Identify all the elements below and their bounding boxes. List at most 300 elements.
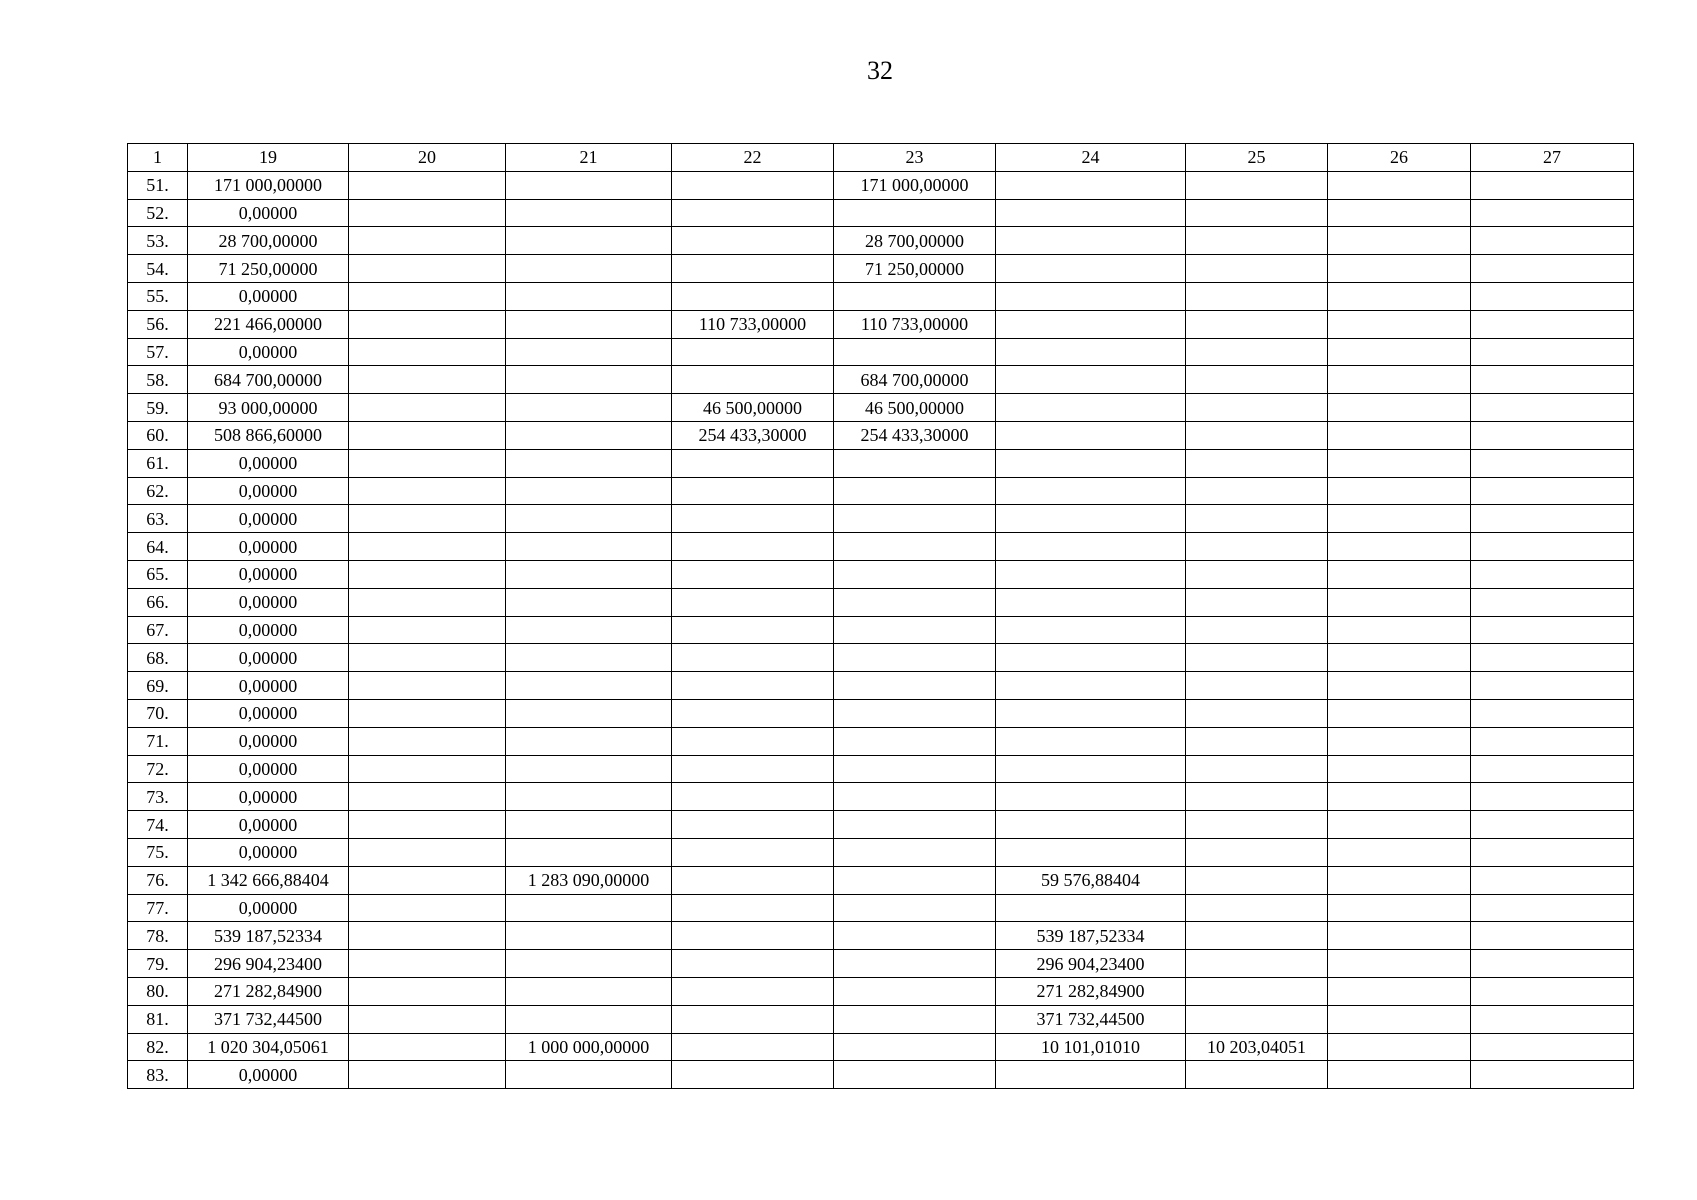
table-cell (996, 282, 1186, 310)
table-cell (834, 672, 996, 700)
table-cell (349, 477, 506, 505)
table-cell: 0,00000 (188, 811, 349, 839)
table-cell (834, 533, 996, 561)
table-cell (1471, 866, 1634, 894)
table-cell (1328, 838, 1471, 866)
row-number-cell: 64. (128, 533, 188, 561)
table-row (128, 199, 1634, 227)
table-cell: 539 187,52334 (996, 922, 1186, 950)
table-cell (672, 449, 834, 477)
table-cell (349, 699, 506, 727)
table-cell (672, 1005, 834, 1033)
table-cell (1471, 783, 1634, 811)
table-row (128, 394, 1634, 422)
row-number-cell: 80. (128, 977, 188, 1005)
table-cell (506, 421, 672, 449)
row-number-cell: 81. (128, 1005, 188, 1033)
table-cell (834, 922, 996, 950)
table-cell: 0,00000 (188, 533, 349, 561)
table-cell (1186, 950, 1328, 978)
table-cell (506, 199, 672, 227)
table-cell (996, 727, 1186, 755)
table-cell (1186, 616, 1328, 644)
table-cell (1471, 421, 1634, 449)
table-cell (506, 1005, 672, 1033)
row-number-cell: 73. (128, 783, 188, 811)
table-cell (1328, 950, 1471, 978)
row-number-cell: 74. (128, 811, 188, 839)
table-cell (834, 783, 996, 811)
table-cell: 371 732,44500 (188, 1005, 349, 1033)
table-cell (1471, 644, 1634, 672)
table-cell (506, 449, 672, 477)
table-cell (506, 533, 672, 561)
table-cell: 71 250,00000 (188, 255, 349, 283)
table-cell (1328, 616, 1471, 644)
table-cell (1328, 672, 1471, 700)
table-cell (1471, 922, 1634, 950)
table-cell (349, 1005, 506, 1033)
table-cell (1186, 171, 1328, 199)
table-row (128, 755, 1634, 783)
table-cell: 254 433,30000 (672, 421, 834, 449)
table-cell (996, 1061, 1186, 1089)
header-cell: 23 (834, 144, 996, 172)
table-cell (1328, 560, 1471, 588)
table-cell (349, 533, 506, 561)
table-cell: 371 732,44500 (996, 1005, 1186, 1033)
table-row (128, 560, 1634, 588)
table-cell (506, 394, 672, 422)
table-row (128, 477, 1634, 505)
table-cell (1471, 699, 1634, 727)
table-cell (349, 783, 506, 811)
table-cell (672, 505, 834, 533)
table-cell (506, 477, 672, 505)
table-cell: 0,00000 (188, 616, 349, 644)
row-number-cell: 68. (128, 644, 188, 672)
table-cell (1471, 1061, 1634, 1089)
table-cell (996, 560, 1186, 588)
table-cell (1471, 616, 1634, 644)
table-cell (996, 699, 1186, 727)
table-cell (1186, 894, 1328, 922)
table-cell (1328, 421, 1471, 449)
table-cell (349, 894, 506, 922)
table-cell (1328, 977, 1471, 1005)
table-cell (1471, 755, 1634, 783)
row-number-cell: 52. (128, 199, 188, 227)
row-number-cell: 60. (128, 421, 188, 449)
row-number-cell: 69. (128, 672, 188, 700)
table-cell: 0,00000 (188, 644, 349, 672)
table-cell (506, 672, 672, 700)
table-cell (834, 811, 996, 839)
table-cell: 0,00000 (188, 199, 349, 227)
table-cell (506, 950, 672, 978)
table-cell (349, 755, 506, 783)
row-number-cell: 59. (128, 394, 188, 422)
table-cell (349, 505, 506, 533)
table-cell (1471, 588, 1634, 616)
table-cell (672, 1061, 834, 1089)
table-cell: 0,00000 (188, 755, 349, 783)
table-cell (506, 699, 672, 727)
table-cell (834, 560, 996, 588)
table-cell (506, 727, 672, 755)
table-cell (996, 421, 1186, 449)
table-row (128, 922, 1634, 950)
table-cell (672, 672, 834, 700)
table-cell (1328, 282, 1471, 310)
row-number-cell: 53. (128, 227, 188, 255)
table-cell (1471, 811, 1634, 839)
table-cell: 684 700,00000 (188, 366, 349, 394)
table-cell (349, 838, 506, 866)
table-cell (349, 1061, 506, 1089)
table-row (128, 366, 1634, 394)
table-row (128, 1061, 1634, 1089)
table-cell (1186, 282, 1328, 310)
row-number-cell: 72. (128, 755, 188, 783)
table-cell: 0,00000 (188, 1061, 349, 1089)
table-cell (349, 421, 506, 449)
table-cell: 110 733,00000 (834, 310, 996, 338)
header-cell: 24 (996, 144, 1186, 172)
table-cell (1186, 338, 1328, 366)
table-cell (506, 811, 672, 839)
table-cell (1328, 866, 1471, 894)
table-cell: 0,00000 (188, 560, 349, 588)
table-cell (834, 1061, 996, 1089)
header-cell: 19 (188, 144, 349, 172)
table-cell (672, 755, 834, 783)
table-cell (1471, 394, 1634, 422)
table-cell (1328, 394, 1471, 422)
table-cell (1471, 1033, 1634, 1061)
table-cell (349, 255, 506, 283)
row-number-cell: 71. (128, 727, 188, 755)
table-cell (506, 366, 672, 394)
table-cell: 1 020 304,05061 (188, 1033, 349, 1061)
table-cell: 0,00000 (188, 338, 349, 366)
table-cell (506, 644, 672, 672)
table-cell (1328, 449, 1471, 477)
table-cell (1328, 1005, 1471, 1033)
table-cell (996, 616, 1186, 644)
row-number-cell: 70. (128, 699, 188, 727)
table-cell (1328, 227, 1471, 255)
table-cell: 0,00000 (188, 505, 349, 533)
table-cell (1471, 838, 1634, 866)
table-cell (834, 866, 996, 894)
table-cell: 0,00000 (188, 672, 349, 700)
table-row (128, 171, 1634, 199)
table-cell (1328, 588, 1471, 616)
table-row (128, 282, 1634, 310)
table-cell (1186, 366, 1328, 394)
table-row (128, 1033, 1634, 1061)
table-cell (1186, 449, 1328, 477)
table-row (128, 950, 1634, 978)
table-cell (834, 505, 996, 533)
table-cell: 296 904,23400 (996, 950, 1186, 978)
table-cell (506, 1061, 672, 1089)
table-cell (672, 255, 834, 283)
table-cell: 296 904,23400 (188, 950, 349, 978)
table-row (128, 866, 1634, 894)
table-cell (506, 922, 672, 950)
table-row (128, 811, 1634, 839)
table-cell (1186, 922, 1328, 950)
table-cell (506, 171, 672, 199)
table-cell (996, 227, 1186, 255)
table-cell (349, 449, 506, 477)
table-cell (996, 199, 1186, 227)
table-cell (349, 727, 506, 755)
row-number-cell: 82. (128, 1033, 188, 1061)
table-cell: 0,00000 (188, 588, 349, 616)
table-cell (349, 560, 506, 588)
table-cell (1186, 394, 1328, 422)
table-cell (506, 755, 672, 783)
row-number-cell: 51. (128, 171, 188, 199)
table-cell: 28 700,00000 (188, 227, 349, 255)
table-cell (1328, 477, 1471, 505)
table-cell (349, 644, 506, 672)
table-cell (672, 199, 834, 227)
table-row (128, 838, 1634, 866)
table-cell (506, 310, 672, 338)
row-number-cell: 55. (128, 282, 188, 310)
table-cell (1328, 1061, 1471, 1089)
table-row (128, 672, 1634, 700)
row-number-cell: 63. (128, 505, 188, 533)
table-row (128, 505, 1634, 533)
header-cell: 27 (1471, 144, 1634, 172)
table-cell (1186, 838, 1328, 866)
table-cell: 171 000,00000 (188, 171, 349, 199)
table-cell (834, 838, 996, 866)
table-cell (672, 560, 834, 588)
table-cell (1328, 644, 1471, 672)
row-number-cell: 78. (128, 922, 188, 950)
table-cell (1471, 894, 1634, 922)
table-cell (1471, 1005, 1634, 1033)
table-row (128, 227, 1634, 255)
table-cell (506, 227, 672, 255)
table-cell: 684 700,00000 (834, 366, 996, 394)
table-cell (672, 811, 834, 839)
table-cell (996, 838, 1186, 866)
table-cell (834, 1033, 996, 1061)
table-cell (506, 505, 672, 533)
table-cell (1186, 227, 1328, 255)
table-row (128, 644, 1634, 672)
table-row (128, 255, 1634, 283)
table-cell (834, 616, 996, 644)
table-cell (834, 644, 996, 672)
table-cell (1328, 199, 1471, 227)
table-cell (1186, 421, 1328, 449)
table-cell (996, 783, 1186, 811)
table-cell (1186, 1005, 1328, 1033)
table-cell: 59 576,88404 (996, 866, 1186, 894)
table-cell (672, 894, 834, 922)
table-row (128, 310, 1634, 338)
row-number-cell: 65. (128, 560, 188, 588)
table-cell (506, 282, 672, 310)
table-row (128, 588, 1634, 616)
table-row (128, 894, 1634, 922)
table-cell (1471, 199, 1634, 227)
table-cell (672, 838, 834, 866)
table-cell (834, 727, 996, 755)
table-cell: 1 342 666,88404 (188, 866, 349, 894)
table-cell: 539 187,52334 (188, 922, 349, 950)
table-cell (1471, 449, 1634, 477)
table-row (128, 727, 1634, 755)
table-cell (672, 1033, 834, 1061)
table-cell (1328, 699, 1471, 727)
table-cell (349, 922, 506, 950)
table-cell (672, 171, 834, 199)
table-cell (349, 616, 506, 644)
table-cell (1471, 560, 1634, 588)
table-cell: 71 250,00000 (834, 255, 996, 283)
table-cell (349, 588, 506, 616)
table-cell (672, 477, 834, 505)
table-cell (1328, 1033, 1471, 1061)
row-number-cell: 83. (128, 1061, 188, 1089)
table-cell (506, 838, 672, 866)
table-cell (996, 310, 1186, 338)
table-cell (1328, 505, 1471, 533)
table-cell: 0,00000 (188, 477, 349, 505)
table-cell (349, 282, 506, 310)
row-number-cell: 67. (128, 616, 188, 644)
table-cell (672, 977, 834, 1005)
table-cell (1186, 199, 1328, 227)
table-cell (1186, 505, 1328, 533)
table-cell (834, 977, 996, 1005)
table-cell (1328, 255, 1471, 283)
table-cell (506, 616, 672, 644)
table-row (128, 449, 1634, 477)
table-cell (672, 727, 834, 755)
table-cell: 1 000 000,00000 (506, 1033, 672, 1061)
table-cell (834, 699, 996, 727)
table-cell (672, 366, 834, 394)
table-cell (996, 533, 1186, 561)
table-cell (506, 255, 672, 283)
table-cell (1328, 171, 1471, 199)
row-number-cell: 76. (128, 866, 188, 894)
table-cell (834, 449, 996, 477)
table-cell: 508 866,60000 (188, 421, 349, 449)
row-number-cell: 66. (128, 588, 188, 616)
table-cell (672, 338, 834, 366)
table-cell (996, 811, 1186, 839)
table-cell (672, 227, 834, 255)
table-cell (349, 171, 506, 199)
table-cell: 0,00000 (188, 894, 349, 922)
table-cell (672, 533, 834, 561)
data-table (127, 143, 1634, 1089)
row-number-cell: 79. (128, 950, 188, 978)
table-cell (996, 477, 1186, 505)
table-cell: 0,00000 (188, 727, 349, 755)
table-cell (506, 977, 672, 1005)
table-cell (349, 394, 506, 422)
table-cell (1186, 310, 1328, 338)
header-cell: 1 (128, 144, 188, 172)
header-cell: 20 (349, 144, 506, 172)
table-cell (1328, 338, 1471, 366)
table-cell: 0,00000 (188, 282, 349, 310)
table-cell (672, 866, 834, 894)
table-cell (1186, 866, 1328, 894)
table-cell (349, 1033, 506, 1061)
header-row (128, 144, 1634, 172)
header-cell: 26 (1328, 144, 1471, 172)
table-cell (1328, 894, 1471, 922)
table-cell: 221 466,00000 (188, 310, 349, 338)
table-cell: 1 283 090,00000 (506, 866, 672, 894)
table-cell (834, 894, 996, 922)
table-cell (834, 477, 996, 505)
row-number-cell: 58. (128, 366, 188, 394)
row-number-cell: 61. (128, 449, 188, 477)
table-cell (1186, 477, 1328, 505)
table-cell (1471, 366, 1634, 394)
table-cell (672, 616, 834, 644)
table-cell (1186, 755, 1328, 783)
table-cell: 10 203,04051 (1186, 1033, 1328, 1061)
table-cell (506, 894, 672, 922)
table-row (128, 1005, 1634, 1033)
table-cell (349, 338, 506, 366)
table-cell (1471, 672, 1634, 700)
table-cell (996, 366, 1186, 394)
row-number-cell: 57. (128, 338, 188, 366)
table-cell (996, 394, 1186, 422)
table-cell (672, 922, 834, 950)
table-cell (996, 644, 1186, 672)
table-cell (349, 977, 506, 1005)
table-cell (996, 255, 1186, 283)
table-cell: 0,00000 (188, 783, 349, 811)
table-cell (1471, 171, 1634, 199)
table-cell (1328, 727, 1471, 755)
table-cell: 254 433,30000 (834, 421, 996, 449)
table-cell (1471, 505, 1634, 533)
table-cell (672, 699, 834, 727)
table-cell (1186, 699, 1328, 727)
table-cell (1471, 727, 1634, 755)
table-cell (834, 199, 996, 227)
table-cell (1471, 227, 1634, 255)
table-cell (349, 310, 506, 338)
table-cell (996, 338, 1186, 366)
table-cell (996, 588, 1186, 616)
table-cell (506, 588, 672, 616)
table-cell (1186, 588, 1328, 616)
table-cell: 10 101,01010 (996, 1033, 1186, 1061)
table-cell (1328, 310, 1471, 338)
table-cell (1328, 922, 1471, 950)
table-cell (672, 783, 834, 811)
